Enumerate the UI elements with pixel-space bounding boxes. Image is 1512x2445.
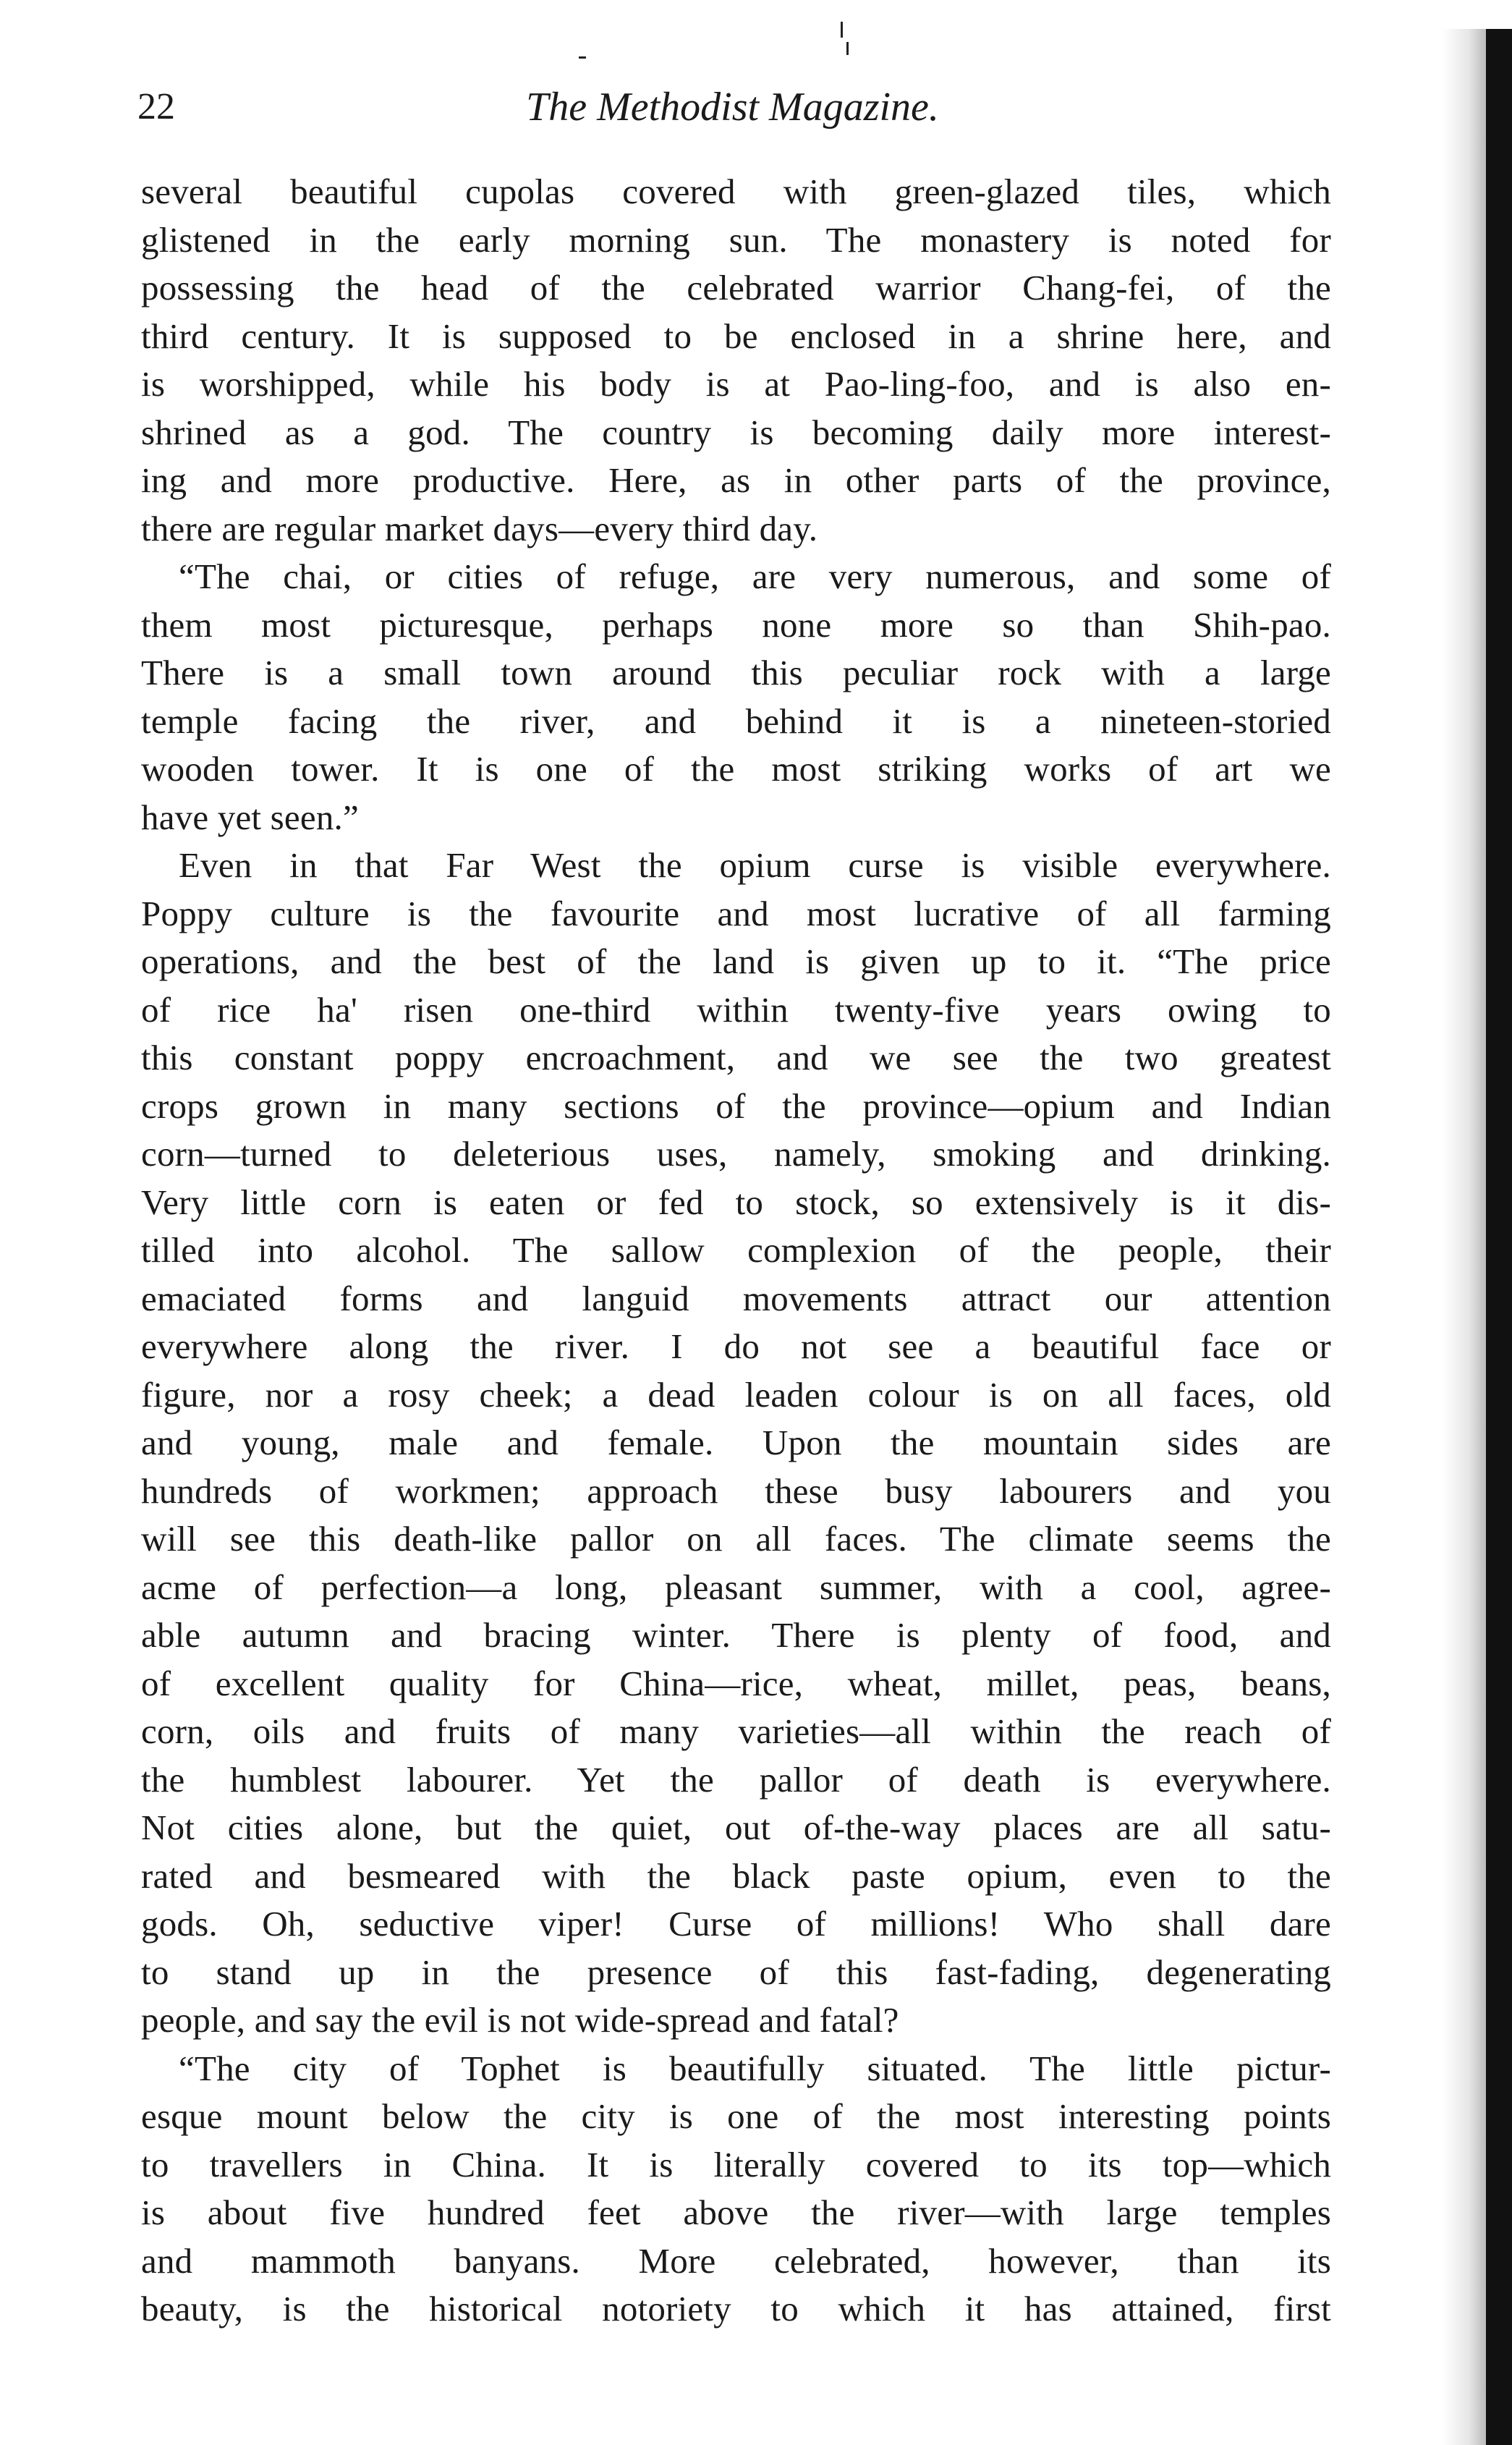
text-line: rated and besmeared with the black paste opium, even to the [141,1855,1331,1896]
text-line: emaciated forms and languid movements attract our attention [141,1278,1331,1318]
text-line: “The city of Tophet is beautifully situated. The little pictur- [179,2048,1331,2088]
text-line: Even in that Far West the opium curse is visible everywhere. [179,845,1331,885]
page-edge-shadow [1443,29,1486,2445]
text-line: operations, and the best of the land is given up to it. “The price [141,941,1331,981]
text-line: the humblest labourer. Yet the pallor of death is everywhere. [141,1759,1331,1800]
text-line: several beautiful cupolas covered with green-glazed tiles, which [141,171,1331,211]
text-line: is worshipped, while his body is at Pao-ling-foo, and is also en- [141,364,1331,404]
text-line: beauty, is the historical notoriety to which it has attained, first [141,2289,1331,2329]
running-title: The Methodist Magazine. [526,85,939,130]
text-line: Not cities alone, but the quiet, out of-the-way places are all satu- [141,1808,1331,1847]
scan-speck [841,22,843,38]
text-line: crops grown in many sections of the province—opium and Indian [141,1085,1331,1126]
text-line: possessing the head of the celebrated warrior Chang-fei, of the [141,268,1331,308]
text-line: third century. It is supposed to be enclosed in a shrine here, and [141,315,1331,356]
text-line: and young, male and female. Upon the mountain sides are [141,1423,1331,1462]
text-line: corn, oils and fruits of many varieties—all within the reach of [141,1711,1331,1751]
text-line: “The chai, or cities of refuge, are very numerous, and some of [179,556,1331,596]
text-line: corn—turned to deleterious uses, namely, smoking and drinking. [141,1134,1331,1174]
scan-speck [579,56,586,59]
text-line: esque mount below the city is one of the most interesting points [141,2096,1331,2136]
text-line: temple facing the river, and behind it is a nineteen-storied [141,700,1331,741]
scan-border [1486,29,1512,2445]
text-line: to stand up in the presence of this fast-fading, degenerating [141,1952,1331,1992]
text-line: this constant poppy encroachment, and we see the two greatest [141,1038,1331,1077]
running-header [137,78,1328,136]
text-line: figure, nor a rosy cheek; a dead leaden colour is on all faces, old [141,1374,1331,1415]
text-line: shrined as a god. The country is becoming daily more interest- [141,412,1331,452]
text-line: them most picturesque, perhaps none more so than Shih-pao. [141,604,1331,645]
text-line: Very little corn is eaten or fed to stock, so extensively is it dis- [141,1182,1331,1222]
text-line: wooden tower. It is one of the most striking works of art we [141,749,1331,789]
text-line: and mammoth banyans. More celebrated, however, than its [141,2240,1331,2281]
text-line: tilled into alcohol. The sallow complexion of the people, their [141,1230,1331,1270]
text-line: will see this death-like pallor on all faces. The climate seems the [141,1519,1331,1559]
scan-speck [846,42,849,55]
text-line: There is a small town around this peculiar rock with a large [141,653,1331,692]
text-line: gods. Oh, seductive viper! Curse of millions! Who shall dare [141,1904,1331,1944]
text-line: have yet seen.” [141,797,359,837]
text-line: everywhere along the river. I do not see a beautiful face or [141,1326,1331,1366]
text-line: is about five hundred feet above the river—with large temples [141,2192,1331,2232]
text-line: able autumn and bracing winter. There is plenty of food, and [141,1615,1331,1655]
text-line: ing and more productive. Here, as in other parts of the province, [141,460,1331,500]
text-line: hundreds of workmen; approach these busy labourers and you [141,1470,1331,1511]
page-number: 22 [137,86,175,127]
body-text [141,168,1331,2334]
text-line: there are regular market days—every third day. [141,508,818,548]
text-line: of rice ha' risen one-third within twenty-five years owing to [141,989,1331,1030]
text-line: of excellent quality for China—rice, wheat, millet, peas, beans, [141,1663,1331,1703]
text-line: to travellers in China. It is literally covered to its top—which [141,2144,1331,2185]
text-line: Poppy culture is the favourite and most lucrative of all farming [141,893,1331,933]
text-line: glistened in the early morning sun. The monastery is noted for [141,219,1331,260]
text-line: acme of perfection—a long, pleasant summer, with a cool, agree- [141,1567,1331,1607]
text-line: people, and say the evil is not wide-spread and fatal? [141,2000,899,2040]
